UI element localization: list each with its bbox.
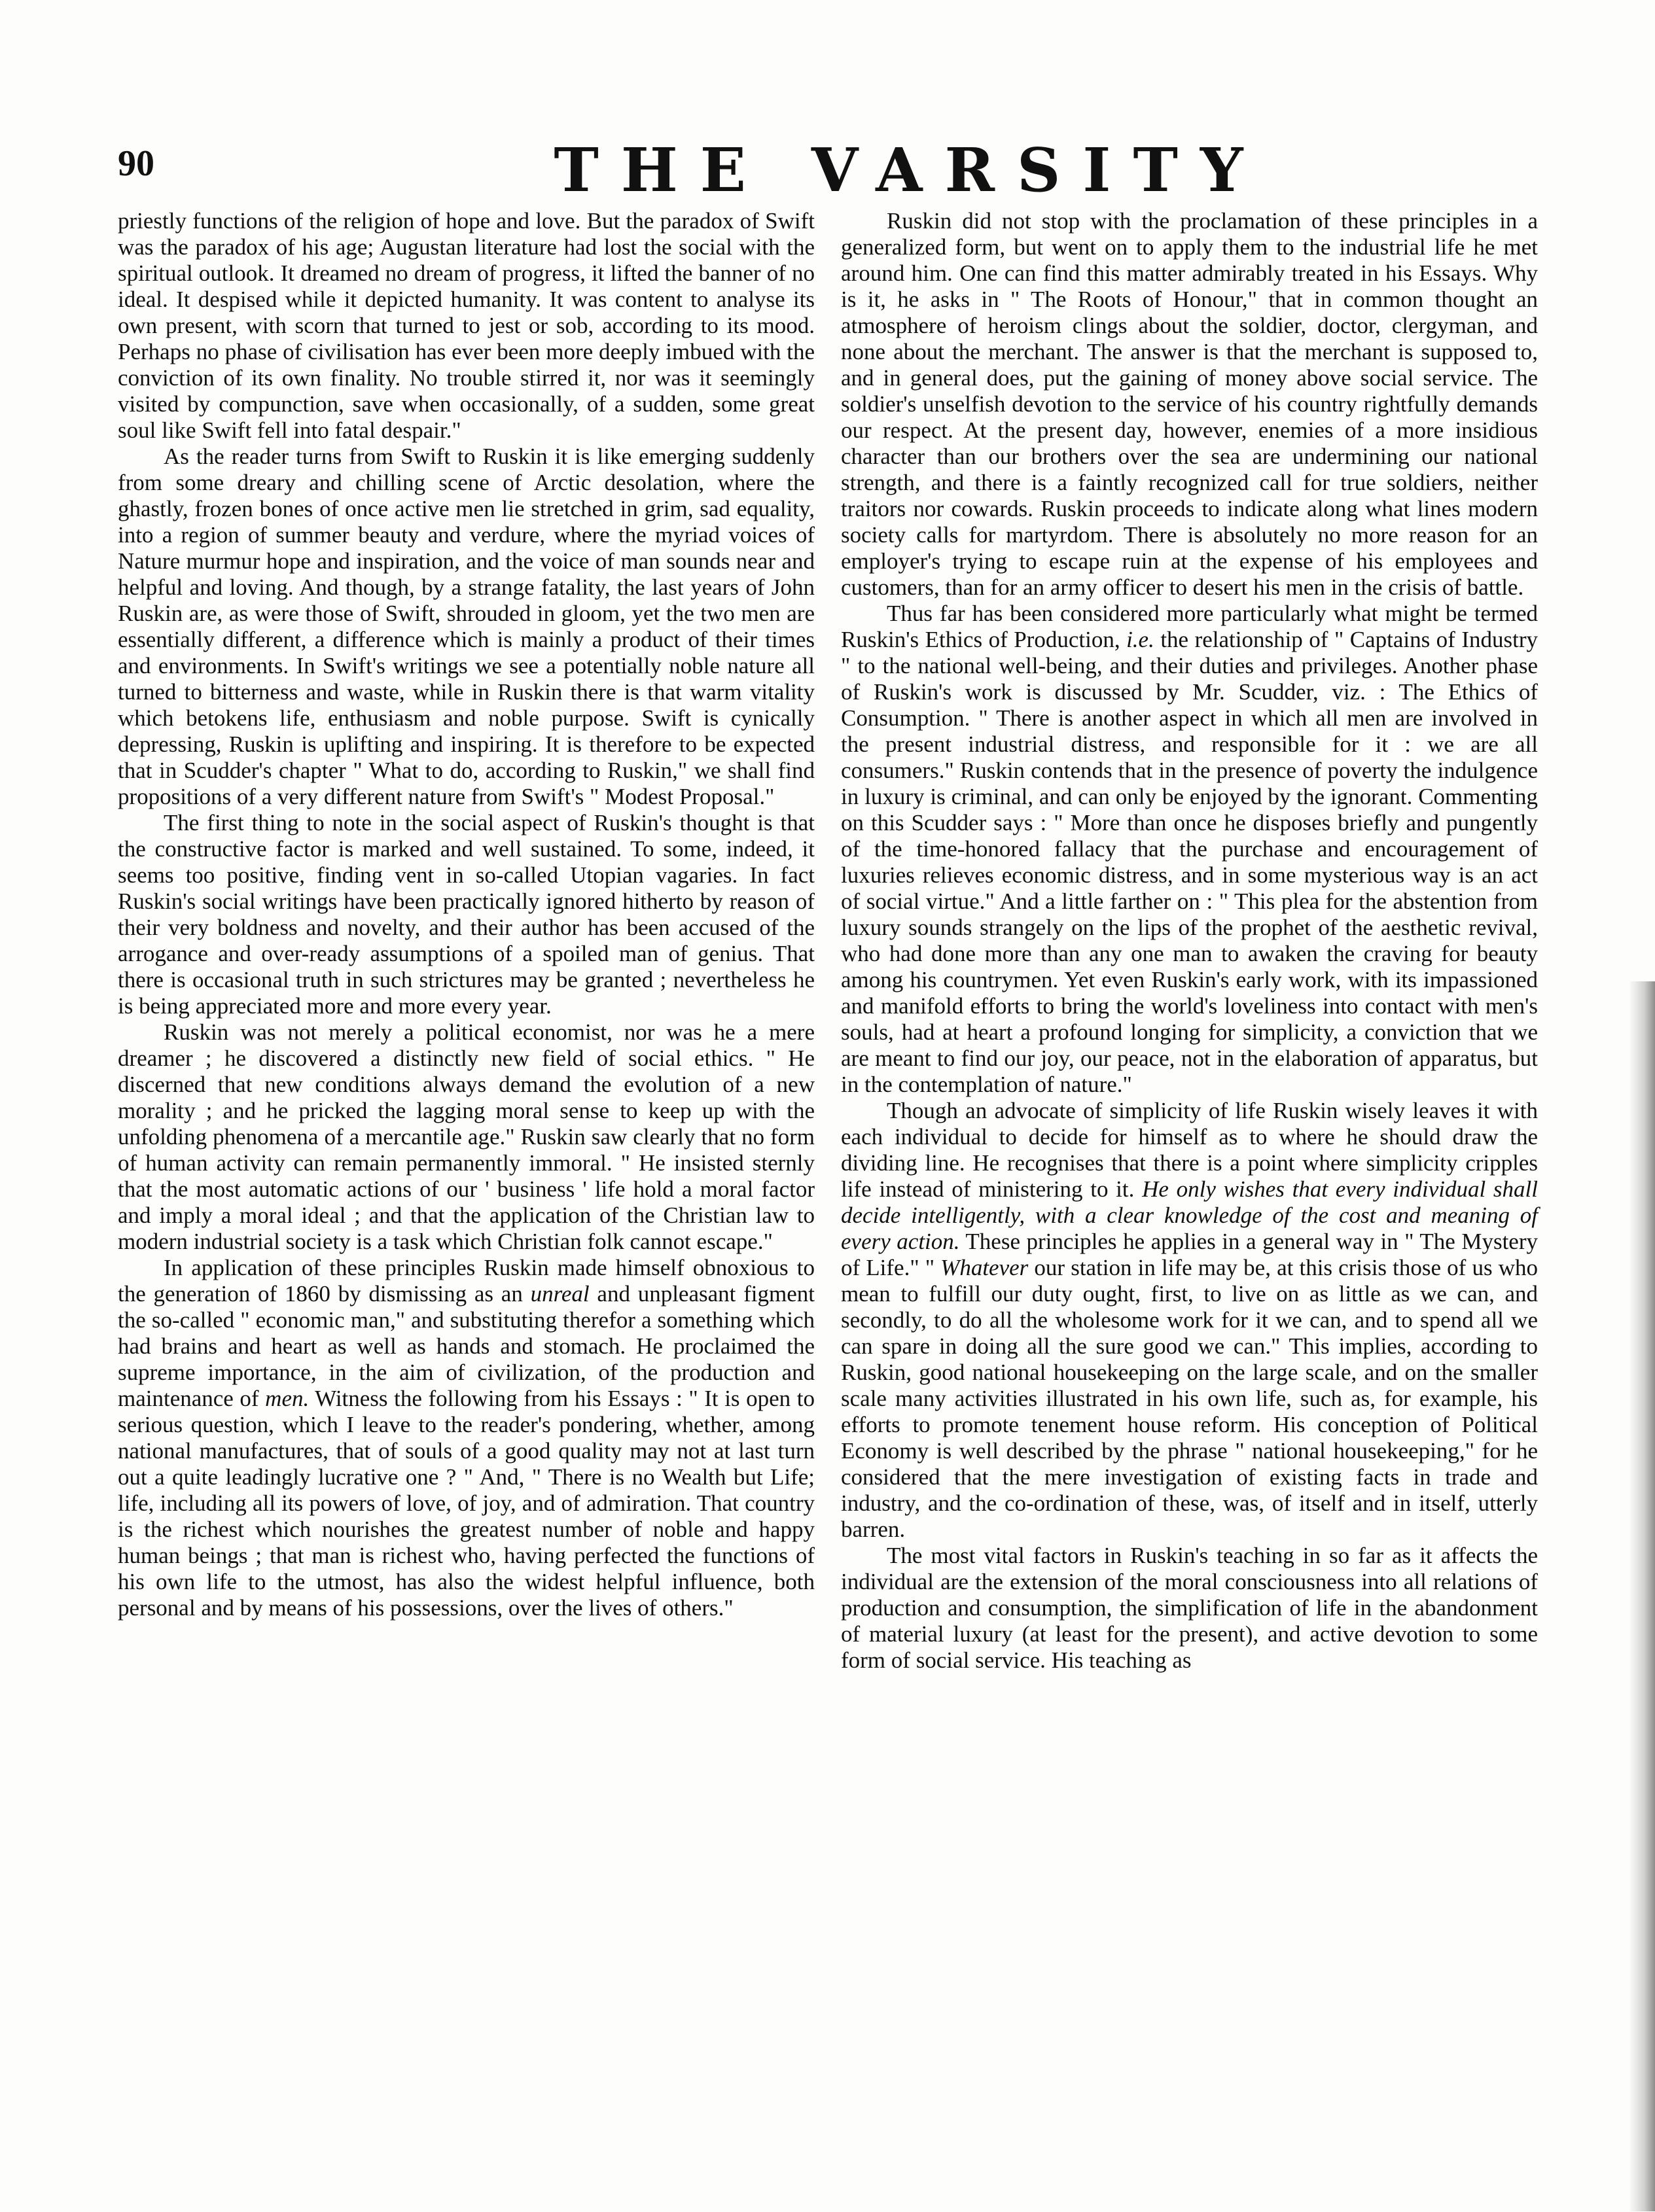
- page-header: [118, 137, 1538, 209]
- italic-text: unreal: [530, 1281, 590, 1307]
- italic-text: men.: [265, 1386, 310, 1411]
- paragraph: priestly functions of the religion of hope and love. But the paradox of Swift was the paradox of his age; Augustan literature had lost the social with the spiritual outlook. It dreamed no dream of progress, it lifted the banner of no ideal. It despised while it depicted humanity. It was content to analyse its own present, with scorn that turned to jest or sob, according to its mood. Perhaps no phase of civilisation has ever been more deeply imbued with the conviction of its own finality. No trouble stirred it, nor was it seemingly visited by compunction, save when occasionally, of a sudden, some great soul like Swift fell into fatal despair.": [118, 208, 815, 443]
- paragraph: As the reader turns from Swift to Ruskin it is like emerging suddenly from some dreary and chilling scene of Arctic desolation, where the ghastly, frozen bones of once active men lie stretched in grim, sad equality, into a region of summer beauty and verdure, where the myriad voices of Nature murmur hope and inspiration, and the voice of man sounds near and helpful and loving. And though, by a strange fatality, the last years of John Ruskin are, as were those of Swift, shrouded in gloom, yet the two men are essentially different, a difference which is mainly a product of their times and environments. In Swift's writings we see a potentially noble nature all turned to bitterness and waste, while in Ruskin there is that warm vitality which betokens life, enthusiasm and noble purpose. Swift is cynically depressing, Ruskin is uplifting and inspiring. It is therefore to be expected that in Scudder's chapter " What to do, according to Ruskin," we shall find propositions of a very different nature from Swift's " Modest Proposal.": [118, 444, 815, 809]
- paragraph: Ruskin did not stop with the proclamation of these principles in a generalized form, but went on to apply them to the industrial life he met around him. One can find this matter admirably treated in his Essays. Why is it, he asks in " The Roots of Honour," that in common thought an atmosphere of heroism clings about the soldier, doctor, clergyman, and none about the merchant. The answer is that the merchant is supposed to, and in general does, put the gaining of money above social service. The soldier's unselfish devotion to the service of his country rightfully demands our respect. At the present day, however, enemies of a more insidious character than our brothers over the sea are undermining our national strength, and there is a faintly recognized call for true soldiers, neither traitors nor cowards. Ruskin proceeds to indicate along what lines modern society calls for martyrdom. There is absolutely no more reason for an employer's trying to escape ruin at the expense of his employees and customers, than for an army officer to desert his men in the crisis of battle.: [841, 208, 1538, 600]
- paragraph: The first thing to note in the social aspect of Ruskin's thought is that the constructive factor is marked and well sustained. To some, indeed, it seems too positive, finding vent in so-called Utopian vagaries. In fact Ruskin's social writings have been practically ignored hitherto by reason of their very boldness and novelty, and their author has been accused of the arrogance and over-ready assumptions of a spoiled man of genius. That there is occasional truth in such strictures may be granted ; nevertheless he is being appreciated more and more every year.: [118, 810, 815, 1019]
- italic-text: i.e.: [1126, 627, 1154, 652]
- right-column: [841, 208, 1538, 1674]
- left-column: [118, 208, 815, 1621]
- text-run: and unpleasant figment the so-called " economic man," and substituting therefor a something which had brains and heart as well as hands and stomach. He proclaimed the supreme importance, in the aim of civilization, of the production and maintenance of: [118, 1281, 815, 1411]
- text-run: Thus far has been considered more particularly what might be termed Ruskin's Ethics of Production,: [841, 601, 1538, 652]
- paragraph: The most vital factors in Ruskin's teaching in so far as it affects the individual are the extension of the moral consciousness into all relations of production and consumption, the simplification of life in the abandonment of material luxury (at least for the present), and active devotion to some form of social service. His teaching as: [841, 1543, 1538, 1673]
- paragraph: [841, 1098, 1538, 1543]
- scan-edge-shadow: [1629, 981, 1655, 2211]
- text-run: the relationship of " Captains of Industry " to the national well-being, and their duties and privileges. Another phase of Ruskin's work is discussed by Mr. Scudder, viz. : The Ethics of Consumption. " There is another aspect in which all men are involved in the present industrial distress, and responsible for it : we are all consumers." Ruskin contends that in the presence of poverty the indulgence in luxury is criminal, and can only be enjoyed by the ignorant. Commenting on this Scudder says : " More than once he disposes briefly and pungently of the time-honored fallacy that the purchase and encouragement of luxuries relieves economic distress, and in some mysterious way is an act of social virtue." And a little farther on : " This plea for the abstention from luxury sounds strangely on the lips of the prophet of the aesthetic revival, who had done more than any one man to awaken the craving for beauty among his countrymen. Yet even Ruskin's early work, with its impassioned and manifold efforts to bring the world's loveliness into contact with men's souls, had at heart a profound longing for simplicity, a conviction that we are meant to find our joy, our peace, not in the elaboration of apparatus, but in the contemplation of nature.": [841, 627, 1538, 1097]
- page-number: 90: [118, 143, 154, 184]
- paragraph: [841, 601, 1538, 1098]
- masthead-title: THE VARSITY: [554, 135, 1266, 205]
- paragraph: Ruskin was not merely a political economist, nor was he a mere dreamer ; he discovered a distinctly new field of social ethics. " He discerned that new conditions always demand the evolution of a new morality ; and he pricked the lagging moral sense to keep up with the unfolding phenomena of a mercantile age." Ruskin saw clearly that no form of human activity can remain permanently immoral. " He insisted sternly that the most automatic actions of our ' business ' life hold a moral factor and imply a moral ideal ; and that the application of the Christian law to modern industrial society is a task which Christian folk cannot escape.": [118, 1019, 815, 1254]
- text-run: These principles he applies in a general way in " The Mystery of Life." ": [841, 1229, 1538, 1280]
- text-run: In application of these principles Ruskin made himself obnoxious to the generation of 1860 by dismissing as an: [118, 1255, 815, 1307]
- italic-text: Whatever: [940, 1255, 1029, 1280]
- text-run: Witness the following from his Essays : " It is open to serious question, which I leave to the reader's pondering, whether, among national manufactures, that of souls of a good quality may not at last turn out a quite leadingly lucrative one ? " And, " There is no Wealth but Life; life, including all its powers of love, of joy, and of admiration. That country is the richest which nourishes the greatest number of noble and happy human beings ; that man is richest who, having perfected the functions of his own life to the utmost, has also the widest helpful influence, both personal and by means of his possessions, over the lives of others.": [118, 1386, 815, 1621]
- paragraph: [118, 1255, 815, 1621]
- text-run: our station in life may be, at this crisis those of us who mean to fulfill our duty ought, first, to live on as little as we can, and secondly, to do all the wholesome work for it we can, and to spend all we can spare in doing all the sure good we can." This implies, according to Ruskin, good national housekeeping on the large scale, and on the smaller scale many activities illustrated in his own life, such as, for example, his efforts to promote tenement house reform. His conception of Political Economy is well described by the phrase " national housekeeping," for he considered that the mere investigation of existing facts in trade and industry, and the co-ordination of these, was, of itself and in itself, utterly barren.: [841, 1255, 1538, 1542]
- text-run: Though an advocate of simplicity of life Ruskin wisely leaves it with each individual to decide for himself as to where he should draw the dividing line. He recognises that there is a point where simplicity cripples life instead of ministering to it.: [841, 1098, 1538, 1202]
- italic-text: He only wishes that every individual shall decide intelligently, with a clear knowledge of the cost and meaning of every action.: [841, 1176, 1538, 1254]
